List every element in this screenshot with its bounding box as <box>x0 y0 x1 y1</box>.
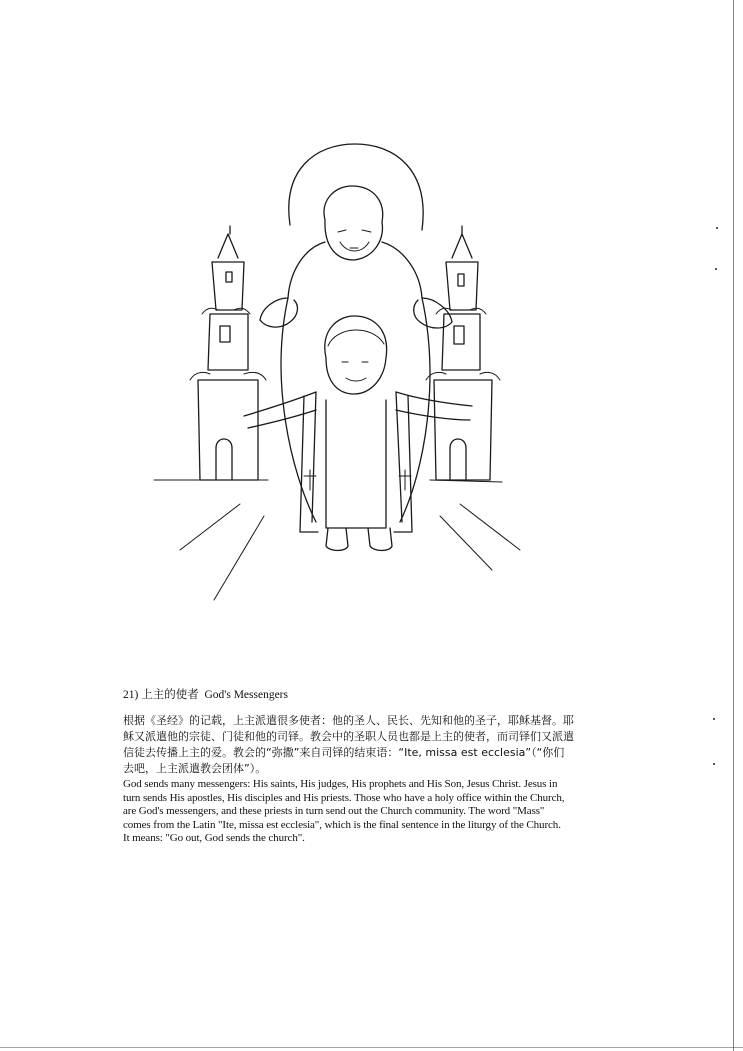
priest-head <box>325 316 387 394</box>
left-tower-roofs <box>190 308 266 380</box>
caption-number: 21) <box>123 689 139 701</box>
right-tower <box>434 226 492 480</box>
god-robe <box>288 242 422 298</box>
line-drawing <box>140 130 560 610</box>
body-en-line: comes from the Latin "Ite, missa est ecclesia", which is the final sentence in the liturgy of the Church. <box>123 818 561 831</box>
body-en-line: turn sends His apostles, His disciples and His priests. Those who have a holy office within the Church, <box>123 791 565 804</box>
halo <box>289 144 423 230</box>
priest-stole <box>300 396 412 532</box>
body-zh-line: 根据《圣经》的记载，上主派遣很多使者：他的圣人、民长、先知和他的圣子，耶稣基督。耶 <box>123 714 574 727</box>
scan-speck <box>715 268 717 270</box>
priest-feet <box>326 528 392 551</box>
priest-left-arm <box>244 392 316 428</box>
god-left-hand <box>260 298 297 327</box>
scan-speck <box>713 718 715 720</box>
body-text <box>123 713 643 846</box>
god-head <box>324 186 383 260</box>
scan-speck <box>713 763 715 765</box>
caption-title-zh: 上主的使者 <box>141 689 199 701</box>
scan-speck <box>716 227 718 229</box>
body-zh-line: 稣又派遣他的宗徒、门徒和他的司铎。教会中的圣职人员也都是上主的使者，而司铎们又派遣 <box>123 730 574 743</box>
priest-robe <box>312 392 402 528</box>
scan-edge-right <box>733 0 734 1051</box>
priest-hair <box>328 330 384 346</box>
caption <box>123 686 288 702</box>
priest-face <box>342 362 368 381</box>
body-en-line: God sends many messengers: His saints, His judges, His prophets and His Son, Jesus Christ. Jesus in <box>123 778 558 790</box>
body-en-line: It means: "Go out, God sends the church". <box>123 832 305 844</box>
light-rays <box>180 504 520 600</box>
body-zh-line: 去吧，上主派遣教会团体”）。 <box>123 762 267 775</box>
body-en <box>123 778 643 846</box>
body-en-line: are God's messengers, and these priests in turn send out the Church community. The word "Mass" <box>123 805 545 817</box>
body-zh-line: 信徒去传播上主的爱。教会的“弥撒”来自司铎的结束语：“Ite, missa est ecclesia”（“你们 <box>123 746 565 759</box>
left-tower <box>198 226 258 480</box>
god-face <box>338 230 371 251</box>
stole-cross-left <box>304 470 316 490</box>
god-right-hand <box>414 298 452 328</box>
ground-line <box>154 480 502 482</box>
caption-title-en: God's Messengers <box>204 689 288 701</box>
illustration-god-sending-priest <box>140 130 560 610</box>
scan-edge-bottom <box>0 1047 743 1048</box>
